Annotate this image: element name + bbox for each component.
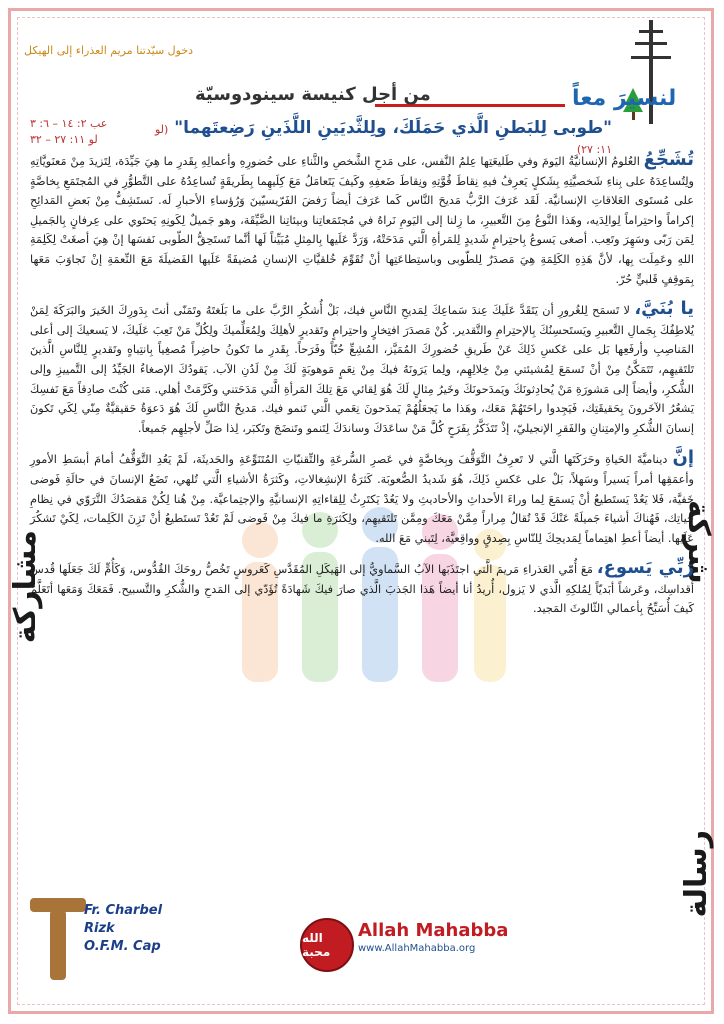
headline-reference: (لو ١١: ٢٧): [154, 123, 612, 156]
article-body: [30, 150, 694, 629]
paragraph-2: [30, 299, 694, 438]
feast-note: دخول سيّدتنا مريم العذراء إلى الهيكل: [24, 44, 194, 57]
paragraph-4: [30, 558, 694, 619]
author-name: Fr. Charbel Rizk O.F.M. Cap: [84, 903, 163, 954]
brand-url-link[interactable]: www.AllahMahabba.org: [358, 943, 476, 954]
paragraph-lead: رَبِّي يَسوع،: [596, 557, 695, 579]
paragraph-lead: إنَّ: [672, 447, 694, 469]
allah-mahabba-seal-icon: الله محبة: [300, 918, 354, 972]
paragraph-text: ديناميَّةَ الحَياةِ وحَرَكَتَها الَّتي لا تَعرِفُ التَّوَقُّفَ وبِخاصَّةٍ في عَصرِ السُّرعَةِ والتِّقنيّاتِ المُتَنَوِّعَةِ والحَديثَة، لَمْ يَعُدِ التَّوَقُّفُ أمامَ أبسَطِ الأمورِ وأعمَقِها أمراً يَسيراً وسَهلاً، بَلْ على عَكسِ ذَلِكَ، هُوَ شَديدُ الصُّعوبَة. كَثرَةُ الإنشِغالاتِ، وكَثرَةُ الأشياءِ الَّتي تُلهي، تَضَعُ الإنسانَ في حالَةِ فَوضى خَفيَّة، فَلا يَعُدْ يَستَطيعُ أنْ يَسمَعَ لِما وراءَ الأحداثِ والأحاديثِ ولا يَعُدْ يَكتَرِثُ لِلِقاءاتِهِ الإنسانيَّةِ والإجتِماعيَّة. مِنْ هُنا لِكُنْ مَقصَدُكَ التَّرَوّي في نِظامِ حَياتِك، فَهُناكَ أشياءَ جَميلَةً عَنْكَ قَدْ تُقالُ مِراراً مِمَّنْ مَعَكَ ومِمَّن تَلتَقيهِم، ولِكَثرَةِ ما فيكَ مِنْ فَوضى لَمْ تَعُدْ تَستَطيعُ أنْ تَزِنَ الكَلِمات، لِكَيْ تَشكُرَ عَلَيها. أيضاً أعطِ اهتِماماً لِمَديحِكَ لِلنّاسِ بِصِدقٍ وواقِعيَّة، لِتَبني مَعَ الله.: [30, 453, 694, 545]
allah-mahabba-brand: [300, 916, 530, 976]
synod-subtitle: من أجل كنيسة سينودوسيّة: [195, 84, 431, 105]
synod-slogan: لنسيرَ معاً: [572, 86, 677, 111]
paragraph-text: لا تَسمَح لِلغُرورِ أن يَتَقَدَّ عَلَيكَ عِندَ سَماعِكَ لِمَديحِ النَّاسِ فيك، بَلْ أُشكُرِ الرَّبَّ على ما بَلَغتَهُ وتَمَنّى أنتَ بِدَورِكَ الخَيرَ والبَرَكَةَ لِمَنْ يُلاطِفُكَ بِجَمالِ التَّعبيرِ ويَستَحسِنُكَ بِالإحتِرامِ والتَّقدير. كُنْ مَصدَرَ افتِخارٍ واحتِرامٍ وتَقديرٍ لأهلِكَ ولِمُعَلِّميكَ ولِكُلِّ مَنْ تَعِبَ عَلَيكَ، لا يَسعيكَ إلى أعلى المَناصِبِ وأرفَعِها بَل على عَكسِ ذَلِكَ عَنْ طَريقِ حُضورِكَ المُمَيَّز، المُشِعِّ حُبّاً وفَرَحاً. بِقَدرِ ما تَكونُ حاضِراً مُصغِياً بِانتِباهٍ وتَقديرٍ لِلنَّاسِ الَّذينَ تَلتَقيهِم، تَتَمَكَّنُ مِنْ أنْ تَسمَعَ لِمُشيئتي مِنْ خِلالِهِم، ولِما يَرَونَهُ فيكَ مِنْ نِعَمٍ مَوهوبَةٍ لَكَ مِنْ لَدُنِ الآب. يَقودُكَ الإصغاءُ الجَيِّدُ إلى التَّمييزِ وإلى الشُّكرِ، وأيضاً إلى مَشورَةِ مَنْ يُحادِثونَكَ ويَمدَحونَكَ وخَيرُ مِثالٍ لَكَ هُوَ لِقائي مَعَ تِلكَ المَرأةِ الَّتي مَدَحَتني وكَرَّمَتْ أهلي. مَتى كُنْتَ صادِقاً مَعَ نَفسِكَ يَشعُرُ الآخَرونَ بِحَقيقَتِك، فَيَجِدوا راحَتَهُمْ مَعَك، وهَذا ما يَجعَلُهُمْ يَمدَحونَ نِعَمي الَّتي تَنمو فيك. مَديحُ النَّاسِ لَكَ هُوَ دَعوَةٌ حَقيقيَّةٌ مِنّي لِكَي تَكونَ إنسانَ الشُّكرِ والإمتِنانِ والفَقرِ الإنجيليّ، إذْ تَتَذَكَّرُ بِفَرَحٍ كُلَّ مَنْ ساعَدَكَ وساندَكَ لِتَنمو وتَنضَجَ وتَكبَر، لِذا صَلِّ لأجلِهِم جَميعاً.: [30, 304, 694, 435]
scripture-references: [30, 116, 130, 148]
brand-name: Allah Mahabba: [358, 920, 509, 941]
reference-hebrews: عب ٢: ١٤ – ٦: ٣: [30, 117, 108, 130]
paragraph-text: العُلومُ الإنسانيَّةُ اليَومَ وفي طَليعَتِها عِلمُ النَّفس، على مَدحِ الشَّخصِ والثَّناءِ على حُضورِهِ وأعمالِهِ بِقَدرِ ما هِيَ جَيِّدَة، لِتَزيدَ مِنْ مَعنَويَّاتِهِ ولِتُساعِدَهُ على بِناءِ شَخصيَّتِهِ بِشَكلٍ يَعرِفُ فيهِ نِقاطَ قُوَّتِهِ ونِقاطَ ضَعفِهِ وكَيفَ يَتَعامَلُ مَعَ كِلَيهِما بِطَريقَةٍ تُساعِدُهُ على التَّطوُّرِ في المُجتَمَعِ بِخاصَّةٍ على مُستَوى العَلاقاتِ الإنسانيَّة. لَقَد عَرَفَ الرَّبُّ مَديحَ النَّاس كَما عَرَفَ أيضاً رَفضَ الفَرّيسيّينَ وَرُؤساءِ الأحبارِ لَه. نَستَشِفُّ مِنْ بَعضِ المَدائِحِ إكراماً واحتِراماً لِوالِدَيه، وهَذا النَّوعُ مِنَ التَّعبيرِ، ما زِلنا إلى اليَومِ نَراهُ في مُجتَمَعاتِنا وبيئاتِنا الضَّيِّقَة، وهو جَميلٌ لِكَونِهِ يَحتَوي على عِرفانٍ بِالجَميلِ لِمَن رَبّى وسَهِرَ وتَعِب. أصغى يَسوعُ بِاحتِرامٍ شَديدٍ لِلمَرأةِ الَّتي مَدَحَتْهُ، وَرَدَّ عَلَيها بِالمِثلِ مُبَيِّناً لَها أنَّما تَستَحِقُّ الطّوبى نَفسَها إنْ هِيَ أصغَتْ لِكَلِمَةِ اللهِ وعَمِلَت بِها، لأنَّ هَذِهِ الكَلِمَةِ هِيَ مَصدَرٌ لِلطّوبى وباستِطاعَتِها أنْ تُقَوِّمَ خُلقيَّاتِ الإنسانِ مُضيفَةً عَلَيها الفَضيلَةَ مَعَ النِّعمَةِ إنْ تَجاوَبَ مَعَها بِمَوقِفٍ قَلبيٍّ حُرّ.: [30, 155, 694, 286]
headline-text: "طوبى لِلبَطنِ الَّذي حَمَلَكَ، ولِلثَّديَينِ اللَّذَينِ رَضِعتَهما": [174, 118, 612, 138]
paragraph-lead: تُشَجِّعُ: [643, 149, 694, 170]
side-label-communion: شركة: [681, 500, 716, 584]
side-label-participation: مشاركة: [8, 530, 43, 644]
reference-luke: لو ١١: ٢٧ – ٣٢: [30, 133, 98, 146]
paragraph-text: مَعَ أُمّي العَذراءِ مَريمَ الَّتي اجتَذَبَها الآبُ السَّماويُّ إلى الهَيكَلِ المُقَدَّسِ كَعَروسٍ تَخُصُّ روحَكَ القُدُّوس، وَكَأُمٍّ لَكَ جَعَلَها قُدسَ أقداسِك، وعَرشاً أبَديّاً لِمُلكِهِ الَّذي لا يَزول، أُريدُ أنا أيضاً هَذا الجَذبَ الَّذي صارَ فيكَ شَهادَةً تُؤَدّي إلى المَدحِ والشُّكرِ والتَّسبيح. فَمَعَكَ وَمَعَها أتَعَلَّمُ كَيفَ أُسَبِّحُ بِأعمالي الثّالوثَ المَجيد.: [30, 563, 694, 616]
paragraph-3: [30, 448, 694, 548]
author-block: [28, 892, 168, 992]
paragraph-1: [30, 150, 694, 289]
paragraph-lead: يا بُنَيَّ،: [634, 298, 694, 320]
side-label-mission: رسالة: [679, 830, 714, 918]
franciscan-tau-icon: [28, 892, 88, 987]
